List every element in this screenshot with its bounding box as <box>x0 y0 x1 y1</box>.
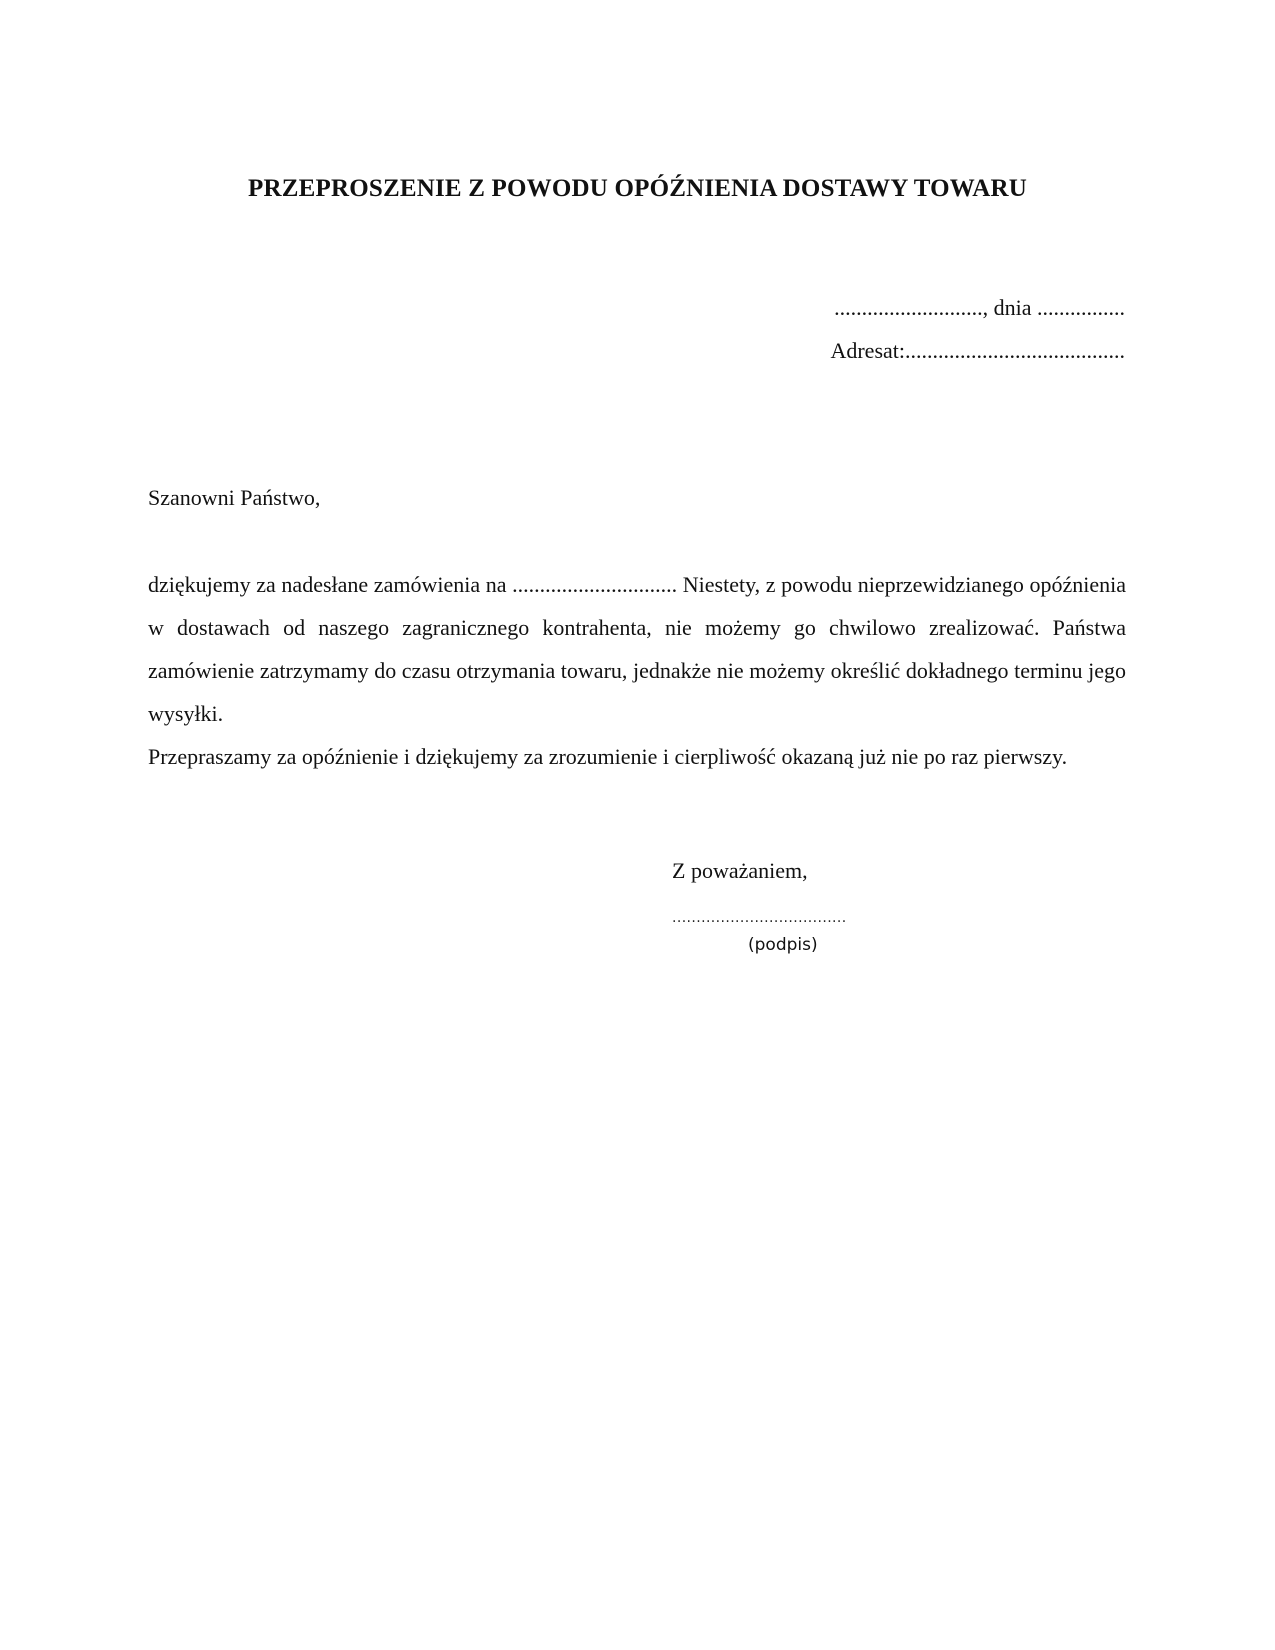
closing-phrase: Z poważaniem, <box>672 858 808 883</box>
signature-line: .................................... <box>672 910 847 926</box>
salutation: Szanowni Państwo, <box>148 485 321 510</box>
addressee-line: Adresat:........................................ <box>830 338 1125 363</box>
letter-body <box>148 563 1126 778</box>
signature-label: (podpis) <box>748 935 818 955</box>
body-paragraph-2: Przepraszamy za opóźnienie i dziękujemy za zrozumienie i cierpliwość okazaną już nie po raz pierwszy. <box>148 744 1068 769</box>
document-title: PRZEPROSZENIE Z POWODU OPÓŹNIENIA DOSTAWY TOWARU <box>248 175 1027 202</box>
place-date-line: ..........................., dnia ................ <box>834 295 1125 320</box>
body-paragraph-1: dziękujemy za nadesłane zamówienia na .............................. Niestety, z powodu nieprzewidzianego opóźnienia w dostawach od naszego zagranicznego kontrahenta, nie możemy go chwilowo zrealizować. Państwa zamówienie zatrzymamy do czasu otrzymania towaru, jednakże nie możemy określić dokładnego terminu jego wysyłki. <box>148 572 1126 726</box>
